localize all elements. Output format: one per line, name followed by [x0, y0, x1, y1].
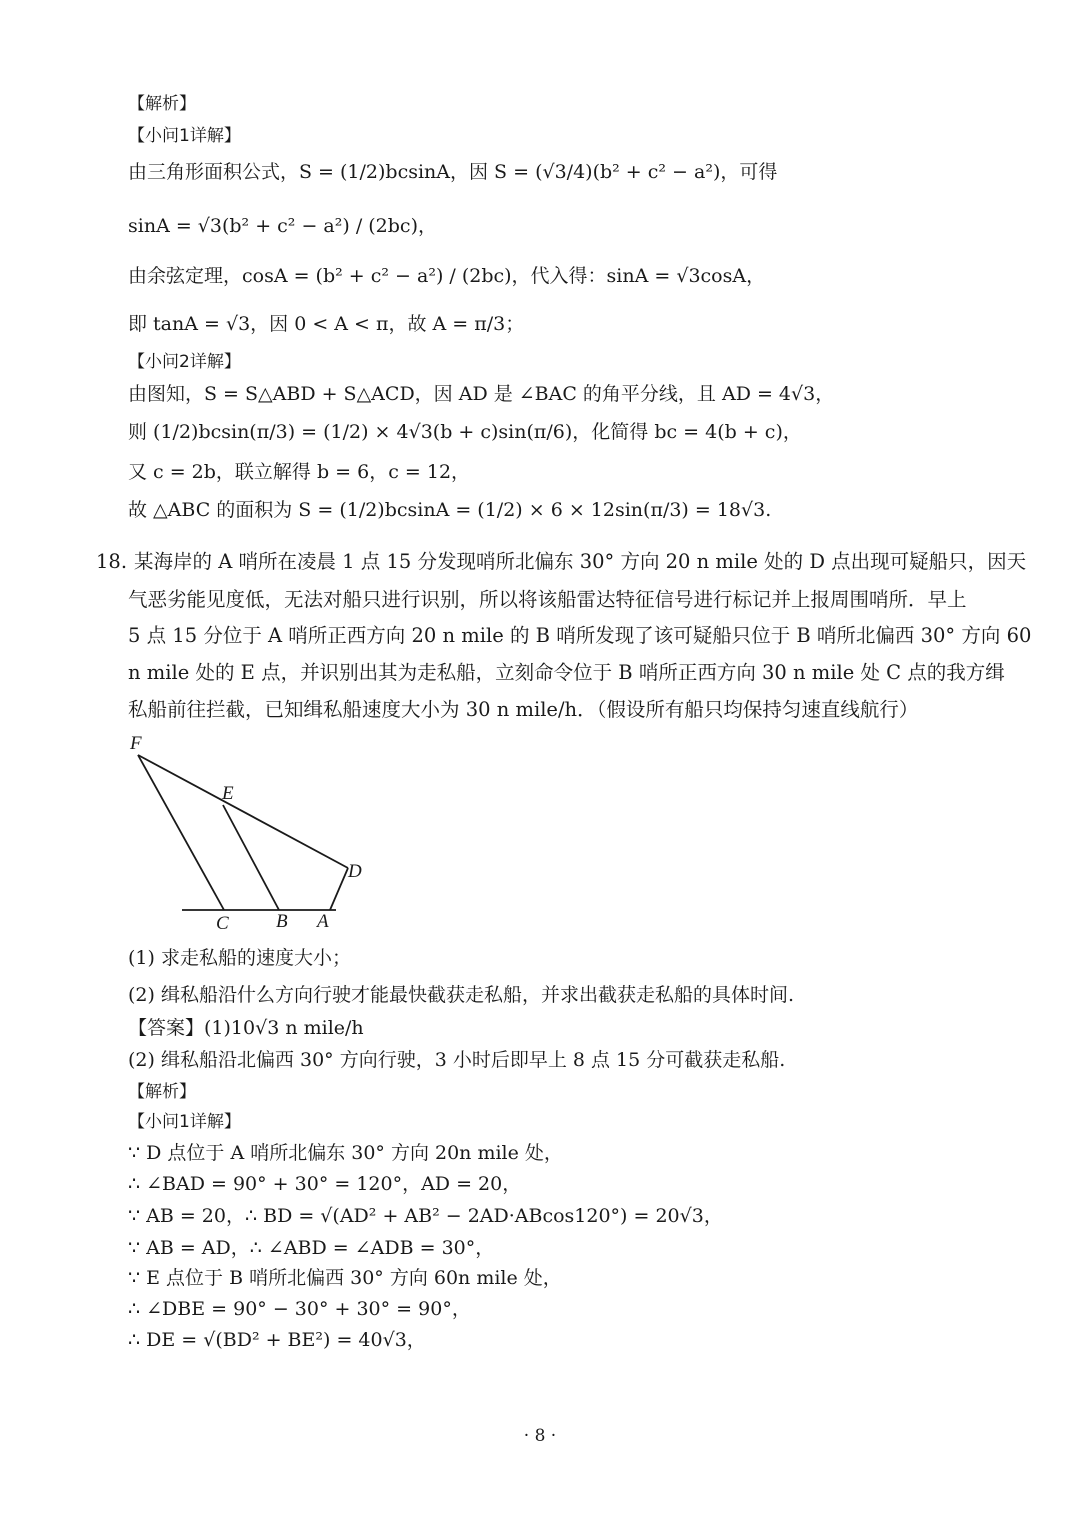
solution-line-2: sinA = √3(b² + c² − a²) / (2bc)，	[128, 215, 437, 237]
step-3: ∵ AB = 20，∴ BD = √(AD² + AB² − 2AD·ABcos120°) = 20√3，	[128, 1205, 723, 1227]
problem-text-line-1: 某海岸的 A 哨所在凌晨 1 点 15 分发现哨所北偏东 30° 方向 20 n mile 处的 D 点出现可疑船只，因天	[134, 550, 1027, 573]
step-5: ∵ E 点位于 B 哨所北偏西 30° 方向 60n mile 处，	[128, 1267, 562, 1289]
problem-number: 18.	[96, 550, 128, 573]
problem-text-line-4: n mile 处的 E 点，并识别出其为走私船，立刻命令位于 B 哨所正西方向 30 n mile 处 C 点的我方缉	[128, 661, 1005, 684]
page-number: · 8 ·	[523, 1426, 557, 1446]
solution2-line-3: 又 c = 2b，联立解得 b = 6，c = 12，	[128, 461, 471, 483]
solution2-line-2: 则 (1/2)bcsin(π/3) = (1/2) × 4√3(b + c)sin(π/6)，化简得 bc = 4(b + c)，	[128, 421, 802, 443]
segment-eb	[223, 805, 279, 910]
step-6: ∴ ∠DBE = 90° − 30° + 30° = 90°，	[128, 1298, 471, 1320]
label-b: B	[276, 911, 288, 932]
solution-line-3: 由余弦定理，cosA = (b² + c² − a²) / (2bc)，代入得：sinA = √3cosA，	[128, 265, 766, 287]
label-f: F	[130, 733, 142, 754]
problem-text-line-5: 私船前往拦截，已知缉私船速度大小为 30 n mile/h．（假设所有船只均保持匀速直线航行）	[128, 698, 919, 721]
label-d: D	[348, 861, 362, 882]
question-2: (2) 缉私船沿什么方向行驶才能最快截获走私船，并求出截获走私船的具体时间.	[128, 984, 794, 1006]
problem-text-line-2: 气恶劣能见度低，无法对船只进行识别，所以将该船雷达特征信号进行标记并上报周围哨所．早上	[128, 588, 967, 611]
segment-da	[330, 868, 348, 910]
part1-header: 【小问1详解】	[128, 126, 241, 146]
solution2-line-4: 故 △ABC 的面积为 S = (1/2)bcsinA = (1/2) × 6 × 12sin(π/3) = 18√3.	[128, 499, 772, 521]
step-7: ∴ DE = √(BD² + BE²) = 40√3，	[128, 1329, 426, 1351]
label-c: C	[216, 913, 229, 934]
label-e: E	[222, 783, 234, 804]
problem-part1-header: 【小问1详解】	[128, 1112, 241, 1132]
geometry-figure	[120, 728, 380, 938]
solution-line-1: 由三角形面积公式，S = (1/2)bcsinA，因 S = (√3/4)(b² + c² − a²)，可得	[128, 161, 778, 183]
question-1: (1) 求走私船的速度大小；	[128, 947, 351, 969]
solution2-line-1: 由图知，S = S△ABD + S△ACD，因 AD 是 ∠BAC 的角平分线，且 AD = 4√3，	[128, 383, 835, 405]
step-1: ∵ D 点位于 A 哨所北偏东 30° 方向 20n mile 处，	[128, 1142, 563, 1164]
analysis-header: 【解析】	[128, 94, 196, 114]
problem-text-line-3: 5 点 15 分位于 A 哨所正西方向 20 n mile 的 B 哨所发现了该可疑船只位于 B 哨所北偏西 30° 方向 60	[128, 624, 1032, 647]
answer-1: 【答案】(1)10√3 n mile/h	[128, 1017, 364, 1039]
label-a: A	[317, 911, 329, 932]
part2-header: 【小问2详解】	[128, 352, 241, 372]
answer-2: (2) 缉私船沿北偏西 30° 方向行驶，3 小时后即早上 8 点 15 分可截获走私船.	[128, 1049, 786, 1071]
problem-analysis-header: 【解析】	[128, 1082, 196, 1102]
step-4: ∵ AB = AD，∴ ∠ABD = ∠ADB = 30°，	[128, 1237, 495, 1259]
step-2: ∴ ∠BAD = 90° + 30° = 120°，AD = 20，	[128, 1173, 522, 1195]
solution-line-4: 即 tanA = √3，因 0 < A < π，故 A = π/3；	[128, 313, 525, 335]
